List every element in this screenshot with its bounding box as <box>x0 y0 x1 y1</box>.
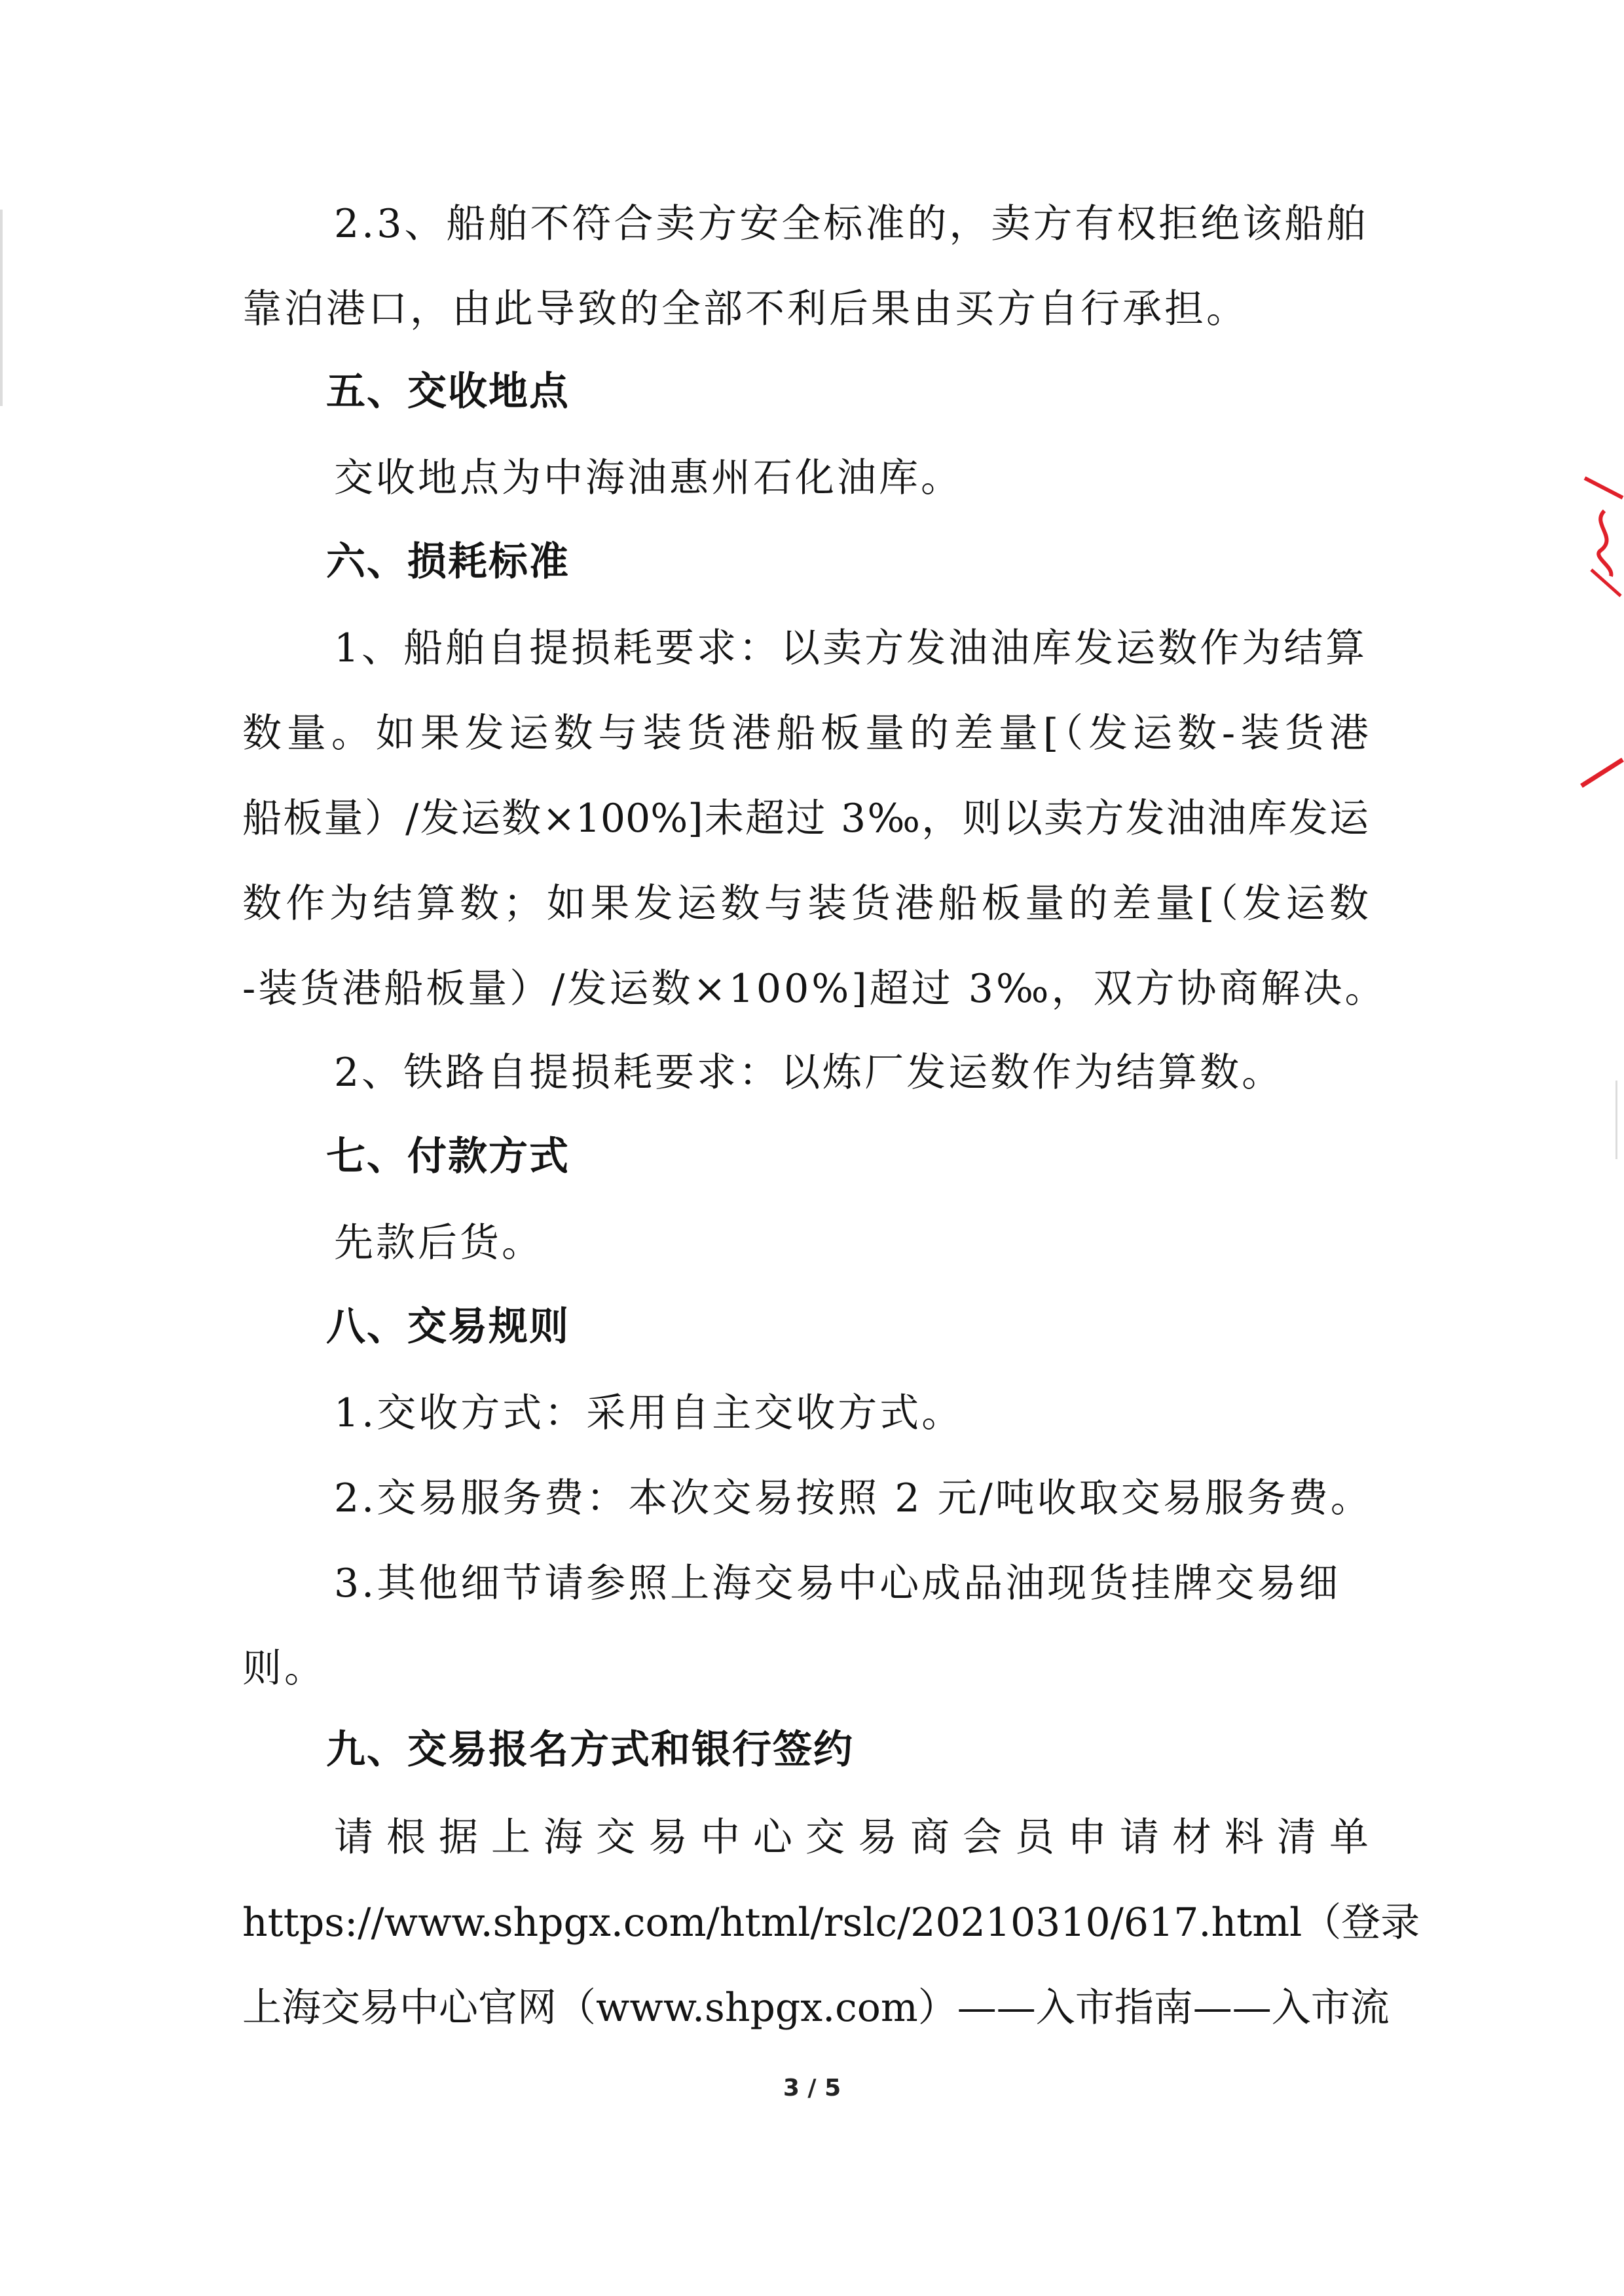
heading-loss-standard: 六、损耗标准 <box>326 539 570 585</box>
scan-edge-right <box>1615 1081 1617 1159</box>
delivery-location-text: 交收地点为中海油惠州石化油库。 <box>334 455 963 501</box>
loss-ship-line-5: -装货港船板量）/发运数×100%]超过 3‰，双方协商解决。 <box>242 966 1387 1012</box>
page-number: 3 / 5 <box>783 2075 841 2102</box>
rule-3-line-1: 3.其他细节请参照上海交易中心成品油现货挂牌交易细 <box>334 1561 1341 1606</box>
red-seal-edge-icon <box>1578 753 1624 792</box>
registration-line-1: 请根据上海交易中心交易商会员申请材料清单 <box>334 1815 1369 1861</box>
paragraph-2-3-line-1: 2.3、船舶不符合卖方安全标准的，卖方有权拒绝该船舶 <box>334 201 1369 247</box>
loss-rail-line: 2、铁路自提损耗要求：以炼厂发运数作为结算数。 <box>334 1050 1284 1096</box>
heading-payment-method: 七、付款方式 <box>326 1134 570 1179</box>
loss-ship-line-3: 船板量）/发运数×100%]未超过 3‰，则以卖方发油油库发运 <box>242 796 1369 842</box>
heading-trading-rules: 八、交易规则 <box>326 1304 570 1350</box>
scan-edge-left <box>0 210 3 406</box>
registration-line-2-link: https://www.shpgx.com/html/rslc/20210310/617.html（登录 <box>242 1900 1420 1946</box>
payment-method-text: 先款后货。 <box>334 1220 544 1266</box>
heading-registration-bank-signing: 九、交易报名方式和银行签约 <box>326 1727 854 1773</box>
rule-1-text: 1.交收方式：采用自主交收方式。 <box>334 1390 964 1436</box>
rule-2-text: 2.交易服务费：本次交易按照 2 元/吨收取交易服务费。 <box>334 1475 1373 1521</box>
rule-3-line-2: 则。 <box>242 1646 326 1692</box>
loss-ship-line-2: 数量。如果发运数与装货港船板量的差量[（发运数-装货港 <box>242 711 1369 756</box>
loss-ship-line-1: 1、船舶自提损耗要求：以卖方发油油库发运数作为结算 <box>334 625 1368 671</box>
heading-delivery-location: 五、交收地点 <box>326 369 570 415</box>
loss-ship-line-4: 数作为结算数；如果发运数与装货港船板量的差量[（发运数 <box>242 881 1369 927</box>
registration-line-3: 上海交易中心官网（www.shpgx.com）——入市指南——入市流 <box>242 1985 1390 2031</box>
red-seal-fragment-icon <box>1578 472 1624 602</box>
paragraph-2-3-line-2: 靠泊港口，由此导致的全部不利后果由买方自行承担。 <box>242 286 1248 332</box>
